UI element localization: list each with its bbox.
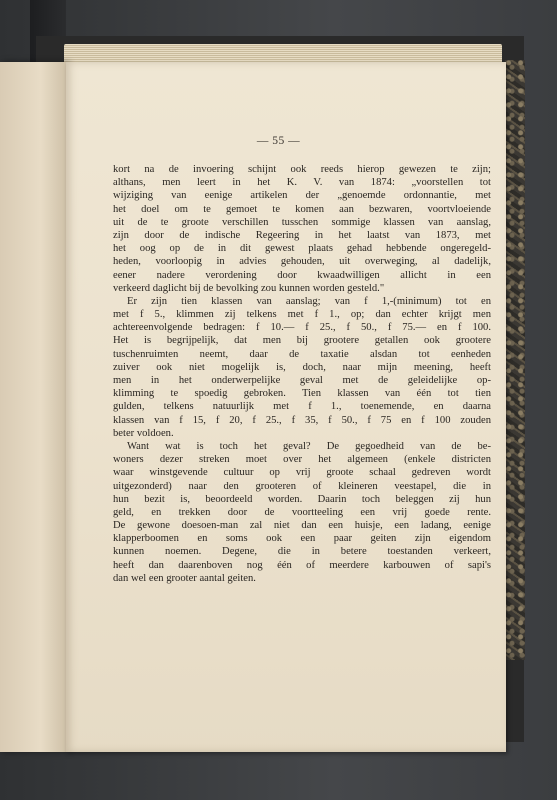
- marbled-edge: [505, 60, 525, 660]
- text-line: zuiver ook niet mogelijk is, doch, naar mijn meening, heeft: [113, 361, 491, 373]
- page-text: [113, 163, 491, 585]
- text-line: hun bezit is, beoordeeld worden. Daarin toch beleggen zij hun: [113, 493, 491, 505]
- page-number: — 55 —: [256, 135, 301, 147]
- text-line: beter voldoen.: [113, 427, 174, 439]
- text-line: zijn door de indische Regeering in het laatst van 1873, met: [113, 229, 491, 241]
- text-line: woners dezer streken moet over het algemeen (enkele districten: [113, 454, 491, 466]
- text-line: uit de te groote verschillen tusschen sommige klassen van aanslag,: [113, 216, 491, 228]
- paragraph: [113, 163, 491, 295]
- text-line: De gewone doesoen-man zal niet dan een huisje, een ladang, eenige: [113, 520, 491, 532]
- paragraph: [113, 440, 491, 585]
- text-line: heden, voorloopig in advies gehouden, uit overweging, al dadelijk,: [113, 256, 491, 268]
- text-line: waar winstgevende cultuur op vrij groote schaal gedreven wordt: [113, 467, 491, 479]
- text-line: verkeerd daglicht bij de bevolking zou kunnen worden gesteld.": [113, 282, 385, 294]
- text-line: Het is begrijpelijk, dat men bij grootere getallen ook grootere: [113, 335, 491, 347]
- text-line: gulden, telkens natuurlijk met f 1., toenemende, en daarna: [113, 401, 491, 413]
- text-line: uitgezonderd) naar den grooteren of kleineren veestapel, die in: [113, 480, 491, 492]
- text-line: kunnen noemen. Degene, die in betere toestanden verkeert,: [113, 546, 491, 558]
- text-line: het doel om te gemoet te komen aan bezwaren, voortvloeiende: [113, 203, 491, 215]
- text-line: geld, en trekken door de voortteeling een vrij goede rente.: [113, 506, 491, 518]
- text-line: klassen van f 15, f 20, f 25., f 35, f 50., f 75 en f 100 zouden: [113, 414, 491, 426]
- paragraph: [113, 295, 491, 440]
- text-line: achtereenvolgende bedragen: f 10.— f 25., f 50., f 75.— en f 100.: [113, 322, 491, 334]
- text-line: dan wel een grooter aantal geiten.: [113, 572, 256, 584]
- left-page: [0, 62, 68, 752]
- text-line: tuschenruimten neemt, daar de taxatie alsdan tot eenheden: [113, 348, 491, 360]
- text-line: met f 5., klimmen zij telkens met f 1., op; dan echter krijgt men: [113, 309, 491, 321]
- text-line: eener nadere verordening door kwaadwilligen allicht in een: [113, 269, 491, 281]
- text-line: Er zijn tien klassen van aanslag; van f 1,-(minimum) tot en: [127, 295, 491, 307]
- text-line: kort na de invoering schijnt ook reeds hierop gewezen te zijn;: [113, 164, 491, 175]
- text-line: klimming te spoedig gebroken. Tien klassen van één tot tien: [113, 388, 491, 400]
- text-line: heeft dan daarenboven nog één of meerdere karbouwen of sapi's: [113, 559, 491, 571]
- text-line: wijziging van eenige artikelen der „genoemde ordonnantie, met: [113, 190, 491, 202]
- text-line: men in het onderwerpelijke geval met de geleidelijke op-: [113, 375, 491, 386]
- text-line: Want wat is toch het geval? De gegoedheid van de be-: [127, 440, 491, 452]
- text-line: het oog op de in dit gewest plaats gehad hebbende ongeregeld-: [113, 243, 491, 255]
- text-line: althans, men leert in het K. V. van 1874: „voorstellen tot: [113, 177, 491, 189]
- text-line: klapperboomen en soms ook een paar geiten zijn eigendom: [113, 533, 491, 545]
